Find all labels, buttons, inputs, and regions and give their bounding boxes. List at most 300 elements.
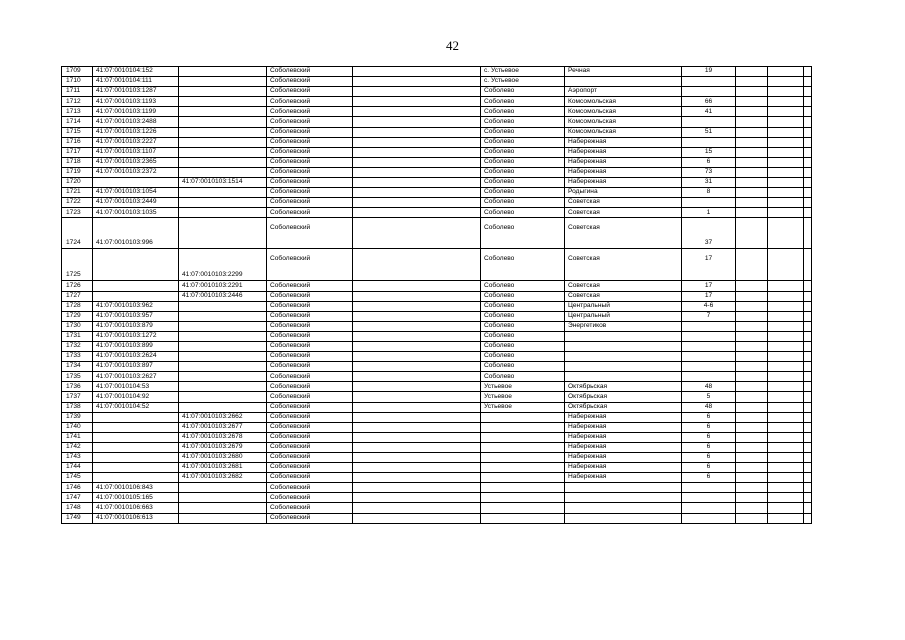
cell-house-number xyxy=(682,321,736,331)
cell-alt-cadastral-number xyxy=(179,87,267,97)
cell-row-number: 1728 xyxy=(62,301,93,311)
cell-settlement: Устьевое xyxy=(481,402,565,412)
cell-row-number: 1736 xyxy=(62,382,93,392)
cell-district: Соболевский xyxy=(267,422,353,432)
cell-alt-cadastral-number xyxy=(179,147,267,157)
cell-extra xyxy=(353,301,481,311)
cell-street: Набережная xyxy=(565,442,682,452)
cell-house-number: 6 xyxy=(682,453,736,463)
cell-cadastral-number: 41:07:0010103:899 xyxy=(93,341,179,351)
table-row xyxy=(62,97,812,107)
cell-row-number: 1733 xyxy=(62,352,93,362)
cell-district: Соболевский xyxy=(267,198,353,208)
table-row xyxy=(62,372,812,382)
cell-empty xyxy=(736,372,768,382)
cell-house-number xyxy=(682,198,736,208)
cell-empty xyxy=(768,432,804,442)
cell-district: Соболевский xyxy=(267,188,353,198)
cell-empty xyxy=(736,198,768,208)
cell-row-number: 1748 xyxy=(62,503,93,513)
cell-alt-cadastral-number xyxy=(179,392,267,402)
table-row xyxy=(62,157,812,167)
cell-settlement: Соболево xyxy=(481,117,565,127)
cell-row-number: 1714 xyxy=(62,117,93,127)
cell-alt-cadastral-number xyxy=(179,402,267,412)
cell-alt-cadastral-number xyxy=(179,127,267,137)
cell-empty xyxy=(736,291,768,301)
cell-empty xyxy=(768,422,804,432)
cell-row-number: 1720 xyxy=(62,178,93,188)
cell-settlement xyxy=(481,442,565,452)
table-row xyxy=(62,331,812,341)
cell-alt-cadastral-number xyxy=(179,493,267,503)
cell-district: Соболевский xyxy=(267,362,353,372)
cell-settlement: Соболево xyxy=(481,147,565,157)
cell-empty xyxy=(804,208,812,218)
table-row xyxy=(62,137,812,147)
cell-district: Соболевский xyxy=(267,483,353,493)
cell-district: Соболевский xyxy=(267,67,353,77)
cell-district: Соболевский xyxy=(267,503,353,513)
cell-row-number: 1745 xyxy=(62,473,93,483)
cell-extra xyxy=(353,188,481,198)
cell-empty xyxy=(768,331,804,341)
cell-street xyxy=(565,493,682,503)
cell-alt-cadastral-number: 41:07:0010103:2678 xyxy=(179,432,267,442)
cell-cadastral-number: 41:07:0010103:1054 xyxy=(93,188,179,198)
cell-settlement: Соболево xyxy=(481,157,565,167)
cell-cadastral-number: 41:07:0010104:53 xyxy=(93,382,179,392)
cell-alt-cadastral-number: 41:07:0010103:2446 xyxy=(179,291,267,301)
table-row xyxy=(62,422,812,432)
cell-settlement: с. Устьевое xyxy=(481,67,565,77)
cell-empty xyxy=(736,453,768,463)
cell-settlement: Соболево xyxy=(481,352,565,362)
cell-extra xyxy=(353,503,481,513)
cell-alt-cadastral-number xyxy=(179,503,267,513)
table-row xyxy=(62,198,812,208)
cell-cadastral-number: 41:07:0010104:111 xyxy=(93,77,179,87)
cell-street xyxy=(565,372,682,382)
cell-empty xyxy=(768,198,804,208)
cell-empty xyxy=(804,412,812,422)
cell-settlement xyxy=(481,432,565,442)
cell-empty xyxy=(736,208,768,218)
cell-district: Соболевский xyxy=(267,87,353,97)
cell-empty xyxy=(804,463,812,473)
cell-empty xyxy=(804,453,812,463)
cell-settlement: Соболево xyxy=(481,107,565,117)
cell-extra xyxy=(353,249,481,281)
cell-settlement: Соболево xyxy=(481,87,565,97)
cell-empty xyxy=(736,178,768,188)
cell-settlement: Соболево xyxy=(481,372,565,382)
cell-house-number xyxy=(682,331,736,341)
cell-cadastral-number: 41:07:0010105:165 xyxy=(93,493,179,503)
cell-row-number: 1740 xyxy=(62,422,93,432)
cell-street xyxy=(565,503,682,513)
cell-empty xyxy=(736,331,768,341)
cell-house-number xyxy=(682,117,736,127)
cell-alt-cadastral-number xyxy=(179,167,267,177)
cell-row-number: 1744 xyxy=(62,463,93,473)
cell-district: Соболевский xyxy=(267,249,353,281)
cell-empty xyxy=(768,382,804,392)
cell-alt-cadastral-number xyxy=(179,137,267,147)
cell-cadastral-number: 41:07:0010103:897 xyxy=(93,362,179,372)
cell-empty xyxy=(768,362,804,372)
cell-empty xyxy=(736,412,768,422)
cell-empty xyxy=(768,453,804,463)
cell-settlement: Соболево xyxy=(481,188,565,198)
table-row xyxy=(62,503,812,513)
cell-district: Соболевский xyxy=(267,382,353,392)
cell-empty xyxy=(736,321,768,331)
cell-alt-cadastral-number: 41:07:0010103:2677 xyxy=(179,422,267,432)
cell-empty xyxy=(768,412,804,422)
table-row xyxy=(62,392,812,402)
table-row xyxy=(62,147,812,157)
cell-empty xyxy=(736,218,768,249)
cell-empty xyxy=(736,147,768,157)
cell-extra xyxy=(353,463,481,473)
table-row xyxy=(62,341,812,351)
cell-district: Соболевский xyxy=(267,218,353,249)
cell-extra xyxy=(353,432,481,442)
cell-extra xyxy=(353,513,481,523)
cell-empty xyxy=(768,77,804,87)
cell-settlement: Соболево xyxy=(481,127,565,137)
cell-row-number: 1731 xyxy=(62,331,93,341)
cell-street: Набережная xyxy=(565,473,682,483)
cell-row-number: 1716 xyxy=(62,137,93,147)
cell-district: Соболевский xyxy=(267,473,353,483)
cell-empty xyxy=(804,321,812,331)
cell-empty xyxy=(804,341,812,351)
cell-cadastral-number xyxy=(93,442,179,452)
cell-empty xyxy=(736,127,768,137)
cell-cadastral-number xyxy=(93,291,179,301)
table-row xyxy=(62,432,812,442)
cell-alt-cadastral-number: 41:07:0010103:2299 xyxy=(179,249,267,281)
cell-house-number: 6 xyxy=(682,422,736,432)
cell-house-number xyxy=(682,341,736,351)
cell-street: Центральный xyxy=(565,311,682,321)
cell-street: Родыгина xyxy=(565,188,682,198)
cell-district: Соболевский xyxy=(267,453,353,463)
cell-extra xyxy=(353,157,481,167)
cell-extra xyxy=(353,453,481,463)
cell-district: Соболевский xyxy=(267,281,353,291)
cell-empty xyxy=(736,107,768,117)
cell-district: Соболевский xyxy=(267,372,353,382)
cell-house-number: 66 xyxy=(682,97,736,107)
cell-settlement: Соболево xyxy=(481,341,565,351)
cell-empty xyxy=(804,178,812,188)
cell-empty xyxy=(804,513,812,523)
cell-empty xyxy=(804,392,812,402)
cell-cadastral-number xyxy=(93,453,179,463)
cell-empty xyxy=(768,402,804,412)
cell-extra xyxy=(353,341,481,351)
cell-row-number: 1715 xyxy=(62,127,93,137)
cell-street xyxy=(565,362,682,372)
cell-alt-cadastral-number xyxy=(179,157,267,167)
cell-empty xyxy=(768,463,804,473)
cell-district: Соболевский xyxy=(267,107,353,117)
cell-empty xyxy=(736,362,768,372)
cell-empty xyxy=(768,87,804,97)
table-row xyxy=(62,301,812,311)
cell-alt-cadastral-number: 41:07:0010103:2662 xyxy=(179,412,267,422)
cell-street: Набережная xyxy=(565,432,682,442)
cell-row-number: 1743 xyxy=(62,453,93,463)
cell-street xyxy=(565,341,682,351)
cell-house-number xyxy=(682,493,736,503)
cell-cadastral-number xyxy=(93,432,179,442)
cell-settlement: Соболево xyxy=(481,362,565,372)
table-body xyxy=(62,67,812,524)
cell-empty xyxy=(736,463,768,473)
cell-settlement: Соболево xyxy=(481,167,565,177)
cell-house-number: 1 xyxy=(682,208,736,218)
cell-cadastral-number xyxy=(93,178,179,188)
cell-settlement: Соболево xyxy=(481,178,565,188)
cell-empty xyxy=(804,77,812,87)
cell-alt-cadastral-number: 41:07:0010103:2680 xyxy=(179,453,267,463)
cell-empty xyxy=(768,301,804,311)
cell-empty xyxy=(768,483,804,493)
cell-house-number: 73 xyxy=(682,167,736,177)
cell-cadastral-number xyxy=(93,422,179,432)
cell-alt-cadastral-number xyxy=(179,67,267,77)
cell-cadastral-number: 41:07:0010103:2624 xyxy=(93,352,179,362)
cell-row-number: 1738 xyxy=(62,402,93,412)
cell-settlement: Соболево xyxy=(481,97,565,107)
cell-empty xyxy=(736,87,768,97)
cell-empty xyxy=(804,218,812,249)
cell-alt-cadastral-number: 41:07:0010103:2291 xyxy=(179,281,267,291)
cell-empty xyxy=(804,483,812,493)
cell-district: Соболевский xyxy=(267,167,353,177)
cell-house-number xyxy=(682,513,736,523)
cell-empty xyxy=(804,198,812,208)
cell-house-number xyxy=(682,503,736,513)
cell-cadastral-number: 41:07:0010103:1193 xyxy=(93,97,179,107)
cell-row-number: 1711 xyxy=(62,87,93,97)
cell-street: Набережная xyxy=(565,147,682,157)
cell-alt-cadastral-number xyxy=(179,77,267,87)
cell-alt-cadastral-number xyxy=(179,208,267,218)
cell-empty xyxy=(736,137,768,147)
cell-street: Советская xyxy=(565,208,682,218)
cell-settlement xyxy=(481,412,565,422)
cell-empty xyxy=(736,352,768,362)
table-row xyxy=(62,178,812,188)
cell-extra xyxy=(353,352,481,362)
cell-house-number xyxy=(682,137,736,147)
cell-extra xyxy=(353,382,481,392)
cell-row-number: 1723 xyxy=(62,208,93,218)
cell-district: Соболевский xyxy=(267,402,353,412)
cell-settlement: Соболево xyxy=(481,321,565,331)
cell-street: Комсомольская xyxy=(565,107,682,117)
cell-empty xyxy=(736,382,768,392)
cell-extra xyxy=(353,372,481,382)
cell-alt-cadastral-number xyxy=(179,321,267,331)
cell-settlement: Устьевое xyxy=(481,392,565,402)
cell-extra xyxy=(353,137,481,147)
cell-empty xyxy=(768,321,804,331)
cell-empty xyxy=(804,188,812,198)
cell-street: Октябрьская xyxy=(565,392,682,402)
cell-extra xyxy=(353,402,481,412)
cell-street: Набережная xyxy=(565,463,682,473)
cell-district: Соболевский xyxy=(267,412,353,422)
cell-cadastral-number: 41:07:0010103:1107 xyxy=(93,147,179,157)
cell-house-number: 51 xyxy=(682,127,736,137)
cell-empty xyxy=(736,442,768,452)
cell-street: Октябрьская xyxy=(565,382,682,392)
cell-empty xyxy=(804,402,812,412)
cell-cadastral-number: 41:07:0010103:962 xyxy=(93,301,179,311)
cell-cadastral-number xyxy=(93,412,179,422)
cell-empty xyxy=(804,311,812,321)
cell-empty xyxy=(768,208,804,218)
table-row xyxy=(62,127,812,137)
cell-empty xyxy=(804,362,812,372)
cell-empty xyxy=(804,291,812,301)
cell-row-number: 1709 xyxy=(62,67,93,77)
cell-alt-cadastral-number xyxy=(179,117,267,127)
table-row xyxy=(62,493,812,503)
cell-house-number: 41 xyxy=(682,107,736,117)
cell-settlement: Соболево xyxy=(481,137,565,147)
cell-empty xyxy=(804,97,812,107)
cell-alt-cadastral-number xyxy=(179,218,267,249)
cell-street: Советская xyxy=(565,218,682,249)
cell-empty xyxy=(768,341,804,351)
cell-district: Соболевский xyxy=(267,352,353,362)
cell-alt-cadastral-number: 41:07:0010103:2682 xyxy=(179,473,267,483)
cell-house-number: 5 xyxy=(682,392,736,402)
cell-house-number: 19 xyxy=(682,67,736,77)
cell-extra xyxy=(353,117,481,127)
cell-extra xyxy=(353,392,481,402)
cell-extra xyxy=(353,198,481,208)
cell-empty xyxy=(736,513,768,523)
cell-street: Комсомольская xyxy=(565,117,682,127)
cell-house-number xyxy=(682,483,736,493)
cell-street xyxy=(565,352,682,362)
cell-alt-cadastral-number: 41:07:0010103:2679 xyxy=(179,442,267,452)
cell-cadastral-number: 41:07:0010103:957 xyxy=(93,311,179,321)
cell-row-number: 1741 xyxy=(62,432,93,442)
cell-alt-cadastral-number xyxy=(179,382,267,392)
cell-extra xyxy=(353,67,481,77)
cell-cadastral-number: 41:07:0010103:2488 xyxy=(93,117,179,127)
cell-settlement xyxy=(481,513,565,523)
cell-house-number: 8 xyxy=(682,188,736,198)
cell-empty xyxy=(736,483,768,493)
cell-row-number: 1742 xyxy=(62,442,93,452)
cell-empty xyxy=(736,157,768,167)
cell-house-number: 37 xyxy=(682,218,736,249)
table-row xyxy=(62,167,812,177)
cell-empty xyxy=(736,503,768,513)
cell-row-number: 1747 xyxy=(62,493,93,503)
cell-alt-cadastral-number xyxy=(179,188,267,198)
cell-district: Соболевский xyxy=(267,208,353,218)
cell-street: Набережная xyxy=(565,178,682,188)
cell-empty xyxy=(804,249,812,281)
cell-empty xyxy=(804,473,812,483)
cell-house-number: 17 xyxy=(682,291,736,301)
cell-district: Соболевский xyxy=(267,157,353,167)
cell-row-number: 1712 xyxy=(62,97,93,107)
cell-alt-cadastral-number xyxy=(179,483,267,493)
cell-alt-cadastral-number xyxy=(179,362,267,372)
cell-street xyxy=(565,513,682,523)
cell-district: Соболевский xyxy=(267,117,353,127)
cell-empty xyxy=(768,249,804,281)
cell-extra xyxy=(353,208,481,218)
cell-district: Соболевский xyxy=(267,331,353,341)
cell-empty xyxy=(804,127,812,137)
cell-row-number: 1749 xyxy=(62,513,93,523)
cell-street: Речная xyxy=(565,67,682,77)
cell-street: Набережная xyxy=(565,422,682,432)
cell-empty xyxy=(768,107,804,117)
cell-settlement: Соболево xyxy=(481,311,565,321)
cell-extra xyxy=(353,473,481,483)
cell-empty xyxy=(804,352,812,362)
cell-cadastral-number: 41:07:0010103:1226 xyxy=(93,127,179,137)
cell-empty xyxy=(768,218,804,249)
cell-empty xyxy=(804,503,812,513)
cell-house-number xyxy=(682,372,736,382)
table-row xyxy=(62,362,812,372)
cell-empty xyxy=(804,301,812,311)
cell-row-number: 1734 xyxy=(62,362,93,372)
cell-house-number: 6 xyxy=(682,463,736,473)
cell-empty xyxy=(804,372,812,382)
cell-extra xyxy=(353,331,481,341)
cell-empty xyxy=(768,372,804,382)
cell-empty xyxy=(768,311,804,321)
table-row xyxy=(62,281,812,291)
cell-empty xyxy=(804,67,812,77)
cell-house-number: 15 xyxy=(682,147,736,157)
cell-district: Соболевский xyxy=(267,392,353,402)
cell-house-number xyxy=(682,77,736,87)
cell-empty xyxy=(804,107,812,117)
cell-empty xyxy=(736,493,768,503)
cell-alt-cadastral-number xyxy=(179,341,267,351)
cell-settlement xyxy=(481,473,565,483)
cell-district: Соболевский xyxy=(267,311,353,321)
cell-settlement: Соболево xyxy=(481,208,565,218)
cell-house-number: 48 xyxy=(682,402,736,412)
cell-house-number: 17 xyxy=(682,249,736,281)
cell-empty xyxy=(736,301,768,311)
cell-empty xyxy=(736,311,768,321)
table-row xyxy=(62,188,812,198)
cell-row-number: 1726 xyxy=(62,281,93,291)
cell-cadastral-number: 41:07:0010106:663 xyxy=(93,503,179,513)
cell-empty xyxy=(768,503,804,513)
cell-empty xyxy=(804,382,812,392)
